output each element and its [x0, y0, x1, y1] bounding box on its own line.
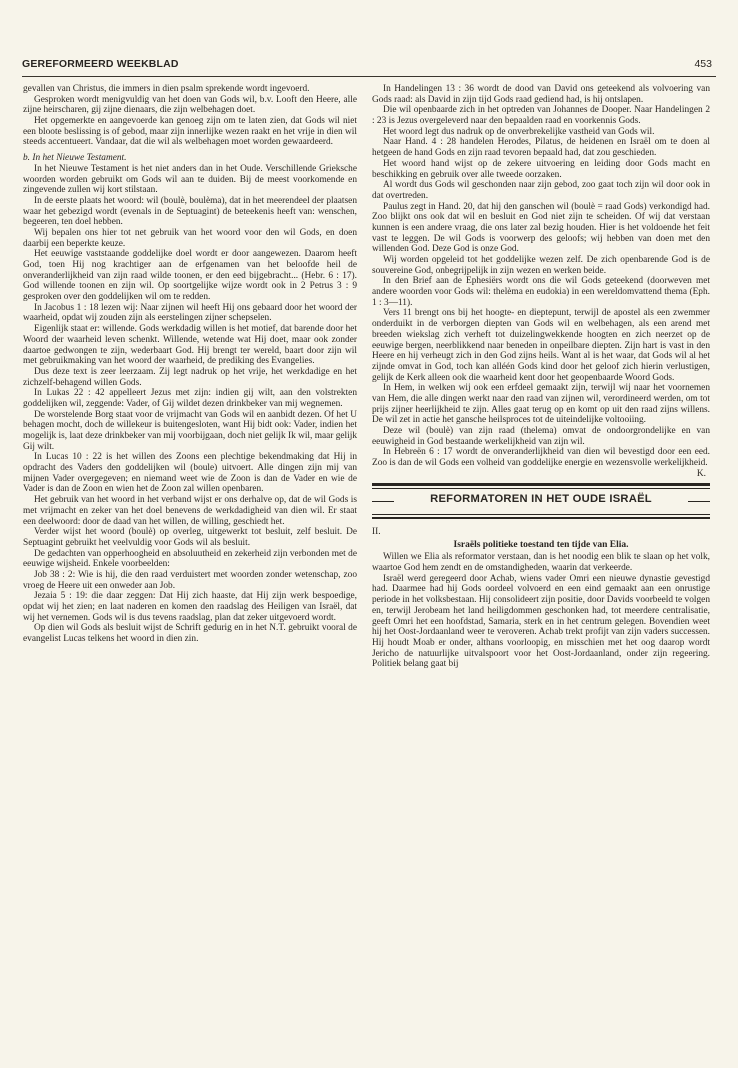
quotation: Jezaia 5 : 19: die daar zeggen: Dat Hij zich haaste, dat Hij zijn werk bespoedige, opdat wij het zien; en laat naderen en komen den raadslag des Heiligen van Israël, dat wij het vernemen. Gods wil is dus tevens raadslag, plan dat zeker uitgevoerd wordt.	[23, 591, 357, 623]
paragraph: De worstelende Borg staat voor de vrijmacht van Gods wil en aanbidt dezen. Of het U behagen mocht, doch de willekeur is buitengesloten, want Hij bidt ook: Vader, indien het mogelijk is, laat deze drinkbeker van mij voorbijgaan, doch niet gelijk Ik wil, maar gelijk Gij wilt.	[23, 409, 357, 452]
paragraph: In Jacobus 1 : 18 lezen wij: Naar zijnen wil heeft Hij ons gebaard door het woord der waarheid, opdat wij zouden zijn als eerstelingen zijner schepselen.	[23, 302, 357, 324]
paragraph: In Lucas 10 : 22 is het willen des Zoons een plechtige bekendmaking dat Hij in opdracht des Vaders den goddelijken wil (boule) uitvoert. Alle dingen zijn mij van mijnen Vader overgegeven; en niemand weet wie de Zoon is dan de Vader en wie de Vader is dan de Zoon en wien het de Zoon zal willen openbaren.	[23, 452, 357, 495]
paragraph: Het eeuwige vaststaande goddelijke doel wordt er door aangewezen. Daarom heeft God, toen Hij nog krachtiger aan de erfgenamen van het beloofde heil de onveranderlijkheid van zijn raad wilde toonen, er den eed bijgebracht... (Hebr. 6 : 17). God willende toonen en zijn wil. Op soortgelijke wijze wordt ook in 2 Petrus 3 : 9 gesproken over den goddelijken wil om te redden.	[23, 249, 357, 303]
banner-rule-left	[372, 501, 394, 502]
paragraph: Het woord hand wijst op de zekere uitvoering en leiding door Gods macht en beschikking en gebruik over alle tweede oorzaken.	[372, 158, 710, 180]
paragraph: Eigenlijk staat er: willende. Gods werkdadig willen is het motief, dat barende door het Woord der waarheid leven schenkt. Willende, wetende wat Hij doet, maar ook zonder daartoe gedwongen te zijn, wederbaart God. Hij brengt ter wereld, baart door zijn wil met gebruikmaking van het woord der waarheid, de prediking des Evangelies.	[23, 324, 357, 367]
banner-rule-right	[688, 501, 710, 502]
quotation: Job 38 : 2: Wie is hij, die den raad verduistert met woorden zonder wetenschap, zoo vroeg de Heere uit een onweder aan Job.	[23, 569, 357, 591]
paragraph: De gedachten van opperhoogheid en absoluutheid en zekerheid zijn verbonden met de eeuwige wijsheid. Enkele voorbeelden:	[23, 548, 357, 570]
section-number: II.	[372, 527, 381, 537]
paragraph: Vers 11 brengt ons bij het hoogte- en dieptepunt, terwijl de apostel als een zwemmer onderduikt in de verborgen diepten van Gods wil en welbehagen, als een arend met breeden wiekslag zich verheft tot duizelingwekkende hoogten en zich neerzet op de eeuwige bergen, neerblikkend naar beneden in onpeilbare diepten. Zijn hart is vast in den Heere en hij verheugt zich in den God zijns heils. Want al is het waar, dat Gods wil al het zijnde omvat in God, toch kan alléén Gods kind door het geloof zich hierin verlustigen, gelijk de Kerk alleen ook die waarheid kent door het geopenbaarde Woord Gods.	[372, 308, 710, 383]
paragraph: In Hebreën 6 : 17 wordt de onveranderlijkheid van dien wil bevestigd door een eed. Zoo is dan de wil Gods een volheid van goddelijke energie en wezensvolle werkelijkheid.	[372, 447, 710, 469]
banner-rule-bottom-thin	[372, 514, 710, 515]
section-banner	[372, 483, 710, 519]
paragraph: Al wordt dus Gods wil geschonden naar zijn gebod, zoo gaat toch zijn wil door ook in dat overtreden.	[372, 180, 710, 201]
banner-rule-top	[372, 483, 710, 485]
paragraph: Wij bepalen ons hier tot net gebruik van het woord voor den wil Gods, en doen daarbij een beperkte keuze.	[23, 227, 357, 249]
paragraph: Verder wijst het woord (boulè) op overleg, uitgewerkt tot besluit, zelf besluit. De Septuagint gebruikt het veelvuldig voor Gods wil als besluit.	[23, 527, 357, 548]
banner-title: REFORMATOREN IN HET OUDE ISRAËL	[430, 492, 652, 505]
paragraph: Willen we Elia als reformator verstaan, dan is het noodig een blik te slaan op het volk, waartoe God hem zendt en de omstandigheden, waarin dat verkeerde.	[372, 552, 710, 574]
paragraph: Dus deze text is zeer leerzaam. Zij legt nadruk op het vrije, het werkdadige en het zichzelf-behagend willen Gods.	[23, 366, 357, 388]
paragraph: Wij worden opgeleid tot het goddelijke wezen zelf. De zich openbarende God is de souvereine God, onbegrijpelijk in zijn wezen en werken beide.	[372, 255, 710, 276]
paragraph: In de eerste plaats het woord: wil (boulè, boulèma), dat in het meerendeel der plaatsen waar het gebezigd wordt (evenals in de Septuagint) de beteekenis heeft van: wenschen, begeeren, ten doel hebben.	[23, 195, 357, 228]
paragraph: Gesproken wordt menigvuldig van het doen van Gods wil, b.v. Looft den Heere, alle zijne heirscharen, gij zijne dienaars, die zijn welbehagen doet.	[23, 94, 357, 116]
author-signature: K.	[696, 468, 706, 479]
paragraph: Israël werd geregeerd door Achab, wiens vader Omri een nieuwe dynastie gevestigd had. Daarmee had hij Gods oordeel volvoerd en een eind gemaakt aan een onrustige periode in het volksbestaan. Hij consolideert zijn positie, door Davids voorbeeld te volgen en, terwijl Jerobeam het land heiligdommen geschonken had, tot meerdere centralisatie, geeft Omri het een hoofdstad, Samaria, sterk en in het centrum gelegen. Bovendien weet hij het Oost-Jordaanland weer te veroveren. Achab trekt profijt van zijn vaders successen. Hij houdt Moab er onder, althans voorloopig, en misschien met het oog daarop wordt Jericho de natuurlijke uitvalspoort voor het Oost-Jordaanland, onder zijn regeering. Politiek belang gaat bij	[372, 573, 710, 670]
left-column	[23, 84, 357, 645]
paragraph: Deze wil (boulè) van zijn raad (thelema) omvat de ondoorgrondelijke en van eeuwigheid in God bestaande werkelijkheid van zijn wil.	[372, 426, 710, 447]
paragraph: Die wil openbaarde zich in het optreden van Johannes de Dooper. Naar Handelingen 2 : 23 is Jezus overgeleverd naar den bepaalden raad en voorkennis Gods.	[372, 105, 710, 127]
paragraph: Het woord legt dus nadruk op de onverbrekelijke vastheid van Gods wil.	[383, 126, 655, 137]
page-header	[22, 56, 716, 77]
paragraph: Op dien wil Gods als besluit wijst de Schrift gedurig en in het N.T. gebruikt vooral de evangelist Lucas telkens het woord in dien zin.	[23, 623, 357, 645]
paragraph: In Lukas 22 : 42 appelleert Jezus met zijn: indien gij wilt, aan den volstrekten goddelijken wil, zeggende: Vader, of Gij wildet dezen drinkbeker van mij wegnemen.	[23, 388, 357, 409]
section-subtitle: Israëls politieke toestand ten tijde van Elia.	[453, 539, 629, 550]
right-column	[372, 84, 710, 670]
paragraph: In het Nieuwe Testament is het niet anders dan in het Oude. Verschillende Grieksche woorden worden gebruikt om Gods wil aan te duiden. Bij de meest voorkomende en zingevende zullen wij kort stilstaan.	[23, 163, 357, 196]
section-heading: b. In het Nieuwe Testament.	[23, 153, 127, 164]
paragraph: In Hem, in welken wij ook een erfdeel gemaakt zijn, terwijl wij naar het voornemen van Hem, die alle dingen werkt naar den raad van zijnen wil, verordineerd werden, om tot prijs zijner heerlijkheid te zijn. Alles gaat terug op en komt op uit den raad zijns willens. De wil zet in actie het gansche heilsproces tot de uiteindelijke voltooiing.	[372, 383, 710, 426]
paragraph: Paulus zegt in Hand. 20, dat hij den ganschen wil (boulè = raad Gods) verkondigd had. Zoo blijkt ons ook dat wil en besluit en God niet zijn te scheiden. Of wij dat verstaan kunnen is een andere vraag, die ons later zal bezig houden. Hier is het voldoende het feit vast te leggen. De wil Gods is voorwerp des geloofs; wij hebben van doen met den willenden God. Deze God is onze God.	[372, 201, 710, 255]
banner-rule-bottom	[372, 517, 710, 519]
paragraph: Het opgemerkte en aangevoerde kan genoeg zijn om te laten zien, dat Gods wil niet een bloote beslissing is of gebod, maar zijn innerlijke wezen raakt en het vrije in dien wil steeds accentueert. Vandaar, dat die wil als welbehagen moet worden gewaardeerd.	[23, 116, 357, 148]
paragraph: Naar Hand. 4 : 28 handelen Herodes, Pilatus, de heidenen en Israël om te doen al hetgeen de hand Gods en zijn raad tevoren bepaald had, dat zou geschieden.	[372, 137, 710, 159]
paragraph: Het gebruik van het woord in het verband wijst er ons derhalve op, dat de wil Gods is met vrijmacht en zeker van het doel benevens de werkdadigheid van dien wil. Er staat een deelwoord: door de daad van het willen, de willing, geschiedt het.	[23, 495, 357, 527]
banner-title-row	[372, 492, 710, 512]
publication-title: GEREFORMEERD WEEKBLAD	[22, 58, 179, 70]
paragraph: In Handelingen 13 : 36 wordt de dood van David ons geteekend als volvoering van Gods raad: als David in zijn tijd Gods raad gediend had, is hij ontslapen.	[372, 84, 710, 105]
paragraph: In den Brief aan de Ephesiërs wordt ons die wil Gods geteekend (doorweven met andere woorden voor Gods wil: thelèma en eudokia) in een wereldomvattend thema (Eph. 1 : 3—11).	[372, 276, 710, 308]
page-number: 453	[694, 58, 712, 70]
paragraph: gevallen van Christus, die immers in dien psalm sprekende wordt ingevoerd.	[23, 84, 310, 94]
banner-rule-top-thin	[372, 488, 710, 489]
